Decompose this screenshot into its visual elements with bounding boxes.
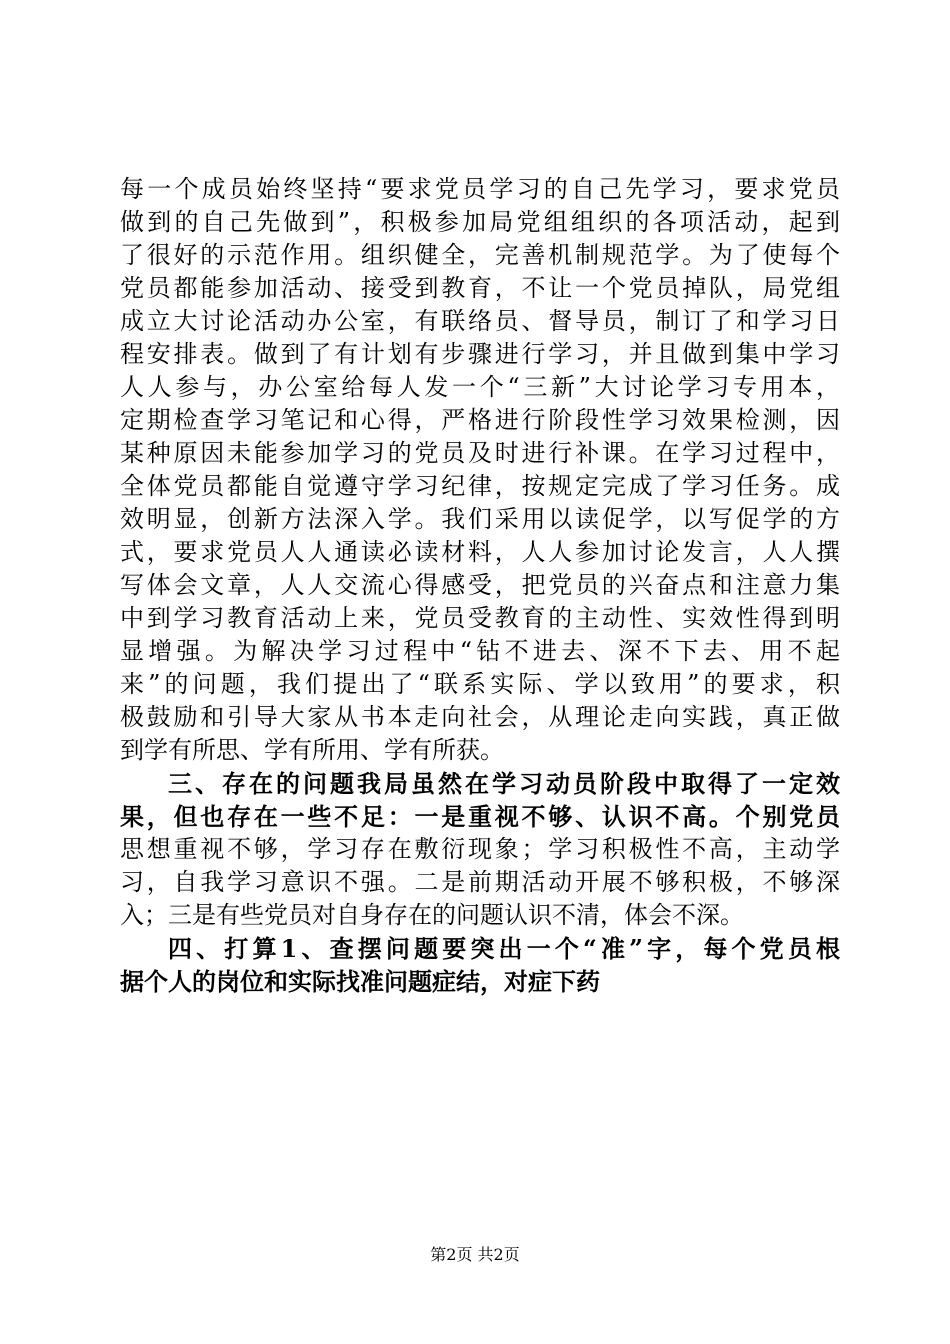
paragraph-1-line-12: 式，要求党员人人通读必读材料，人人参加讨论发言，人人撰	[120, 538, 840, 566]
paragraph-1-line-5: 成立大讨论活动办公室，有联络员、督导员，制订了和学习日	[120, 307, 840, 335]
paragraph-2-line-5: 入；三是有些党员对自身存在的问题认识不清，体会不深。	[120, 901, 744, 929]
paragraph-2-line-2: 果，但也存在一些不足：一是重视不够、认识不高。个别党员	[120, 802, 840, 831]
paragraph-1-line-7: 人人参与，办公室给每人发一个“三新”大讨论学习专用本，	[120, 373, 840, 401]
document-body	[120, 173, 840, 998]
paragraph-1-line-10: 全体党员都能自觉遵守学习纪律，按规定完成了学习任务。成	[120, 472, 840, 500]
paragraph-1-line-4: 党员都能参加活动、接受到教育，不让一个党员掉队，局党组	[120, 274, 840, 302]
paragraph-2-line-4: 习，自我学习意识不强。二是前期活动开展不够积极，不够深	[120, 868, 840, 896]
paragraph-1-line-16: 来”的问题，我们提出了“联系实际、学以致用”的要求，积	[120, 670, 840, 698]
paragraph-1-line-17: 极鼓励和引导大家从书本走向社会，从理论走向实践，真正做	[120, 703, 840, 731]
paragraph-1-line-9: 某种原因未能参加学习的党员及时进行补课。在学习过程中，	[120, 439, 840, 467]
page-number-label: 第2页 共2页	[430, 1245, 520, 1264]
paragraph-1-line-6: 程安排表。做到了有计划有步骤进行学习，并且做到集中学习	[120, 340, 840, 368]
paragraph-1-line-15: 显增强。为解决学习过程中“钻不进去、深不下去、用不起	[120, 637, 840, 665]
paragraph-1-line-3: 了很好的示范作用。组织健全，完善机制规范学。为了使每个	[120, 241, 840, 269]
paragraph-2-line-1: 三、存在的问题我局虽然在学习动员阶段中取得了一定效	[168, 769, 840, 798]
paragraph-3-line-2: 据个人的岗位和实际找准问题症结，对症下药	[120, 967, 600, 996]
paragraph-1-line-1: 每一个成员始终坚持“要求党员学习的自己先学习，要求党员	[120, 175, 840, 203]
paragraph-1-line-13: 写体会文章，人人交流心得感受，把党员的兴奋点和注意力集	[120, 571, 840, 599]
page-footer	[0, 1244, 950, 1266]
paragraph-1-line-18: 到学有所思、学有所用、学有所获。	[120, 736, 504, 764]
paragraph-1-line-2: 做到的自己先做到”，积极参加局党组组织的各项活动，起到	[120, 208, 840, 236]
paragraph-3-line-1: 四、打算1、查摆问题要突出一个“准”字，每个党员根	[168, 934, 840, 963]
paragraph-2-line-3: 思想重视不够，学习存在敷衍现象；学习积极性不高，主动学	[120, 835, 840, 863]
paragraph-1-line-14: 中到学习教育活动上来，党员受教育的主动性、实效性得到明	[120, 604, 840, 632]
paragraph-1-line-8: 定期检查学习笔记和心得，严格进行阶段性学习效果检测，因	[120, 406, 840, 434]
paragraph-1-line-11: 效明显，创新方法深入学。我们采用以读促学，以写促学的方	[120, 505, 840, 533]
